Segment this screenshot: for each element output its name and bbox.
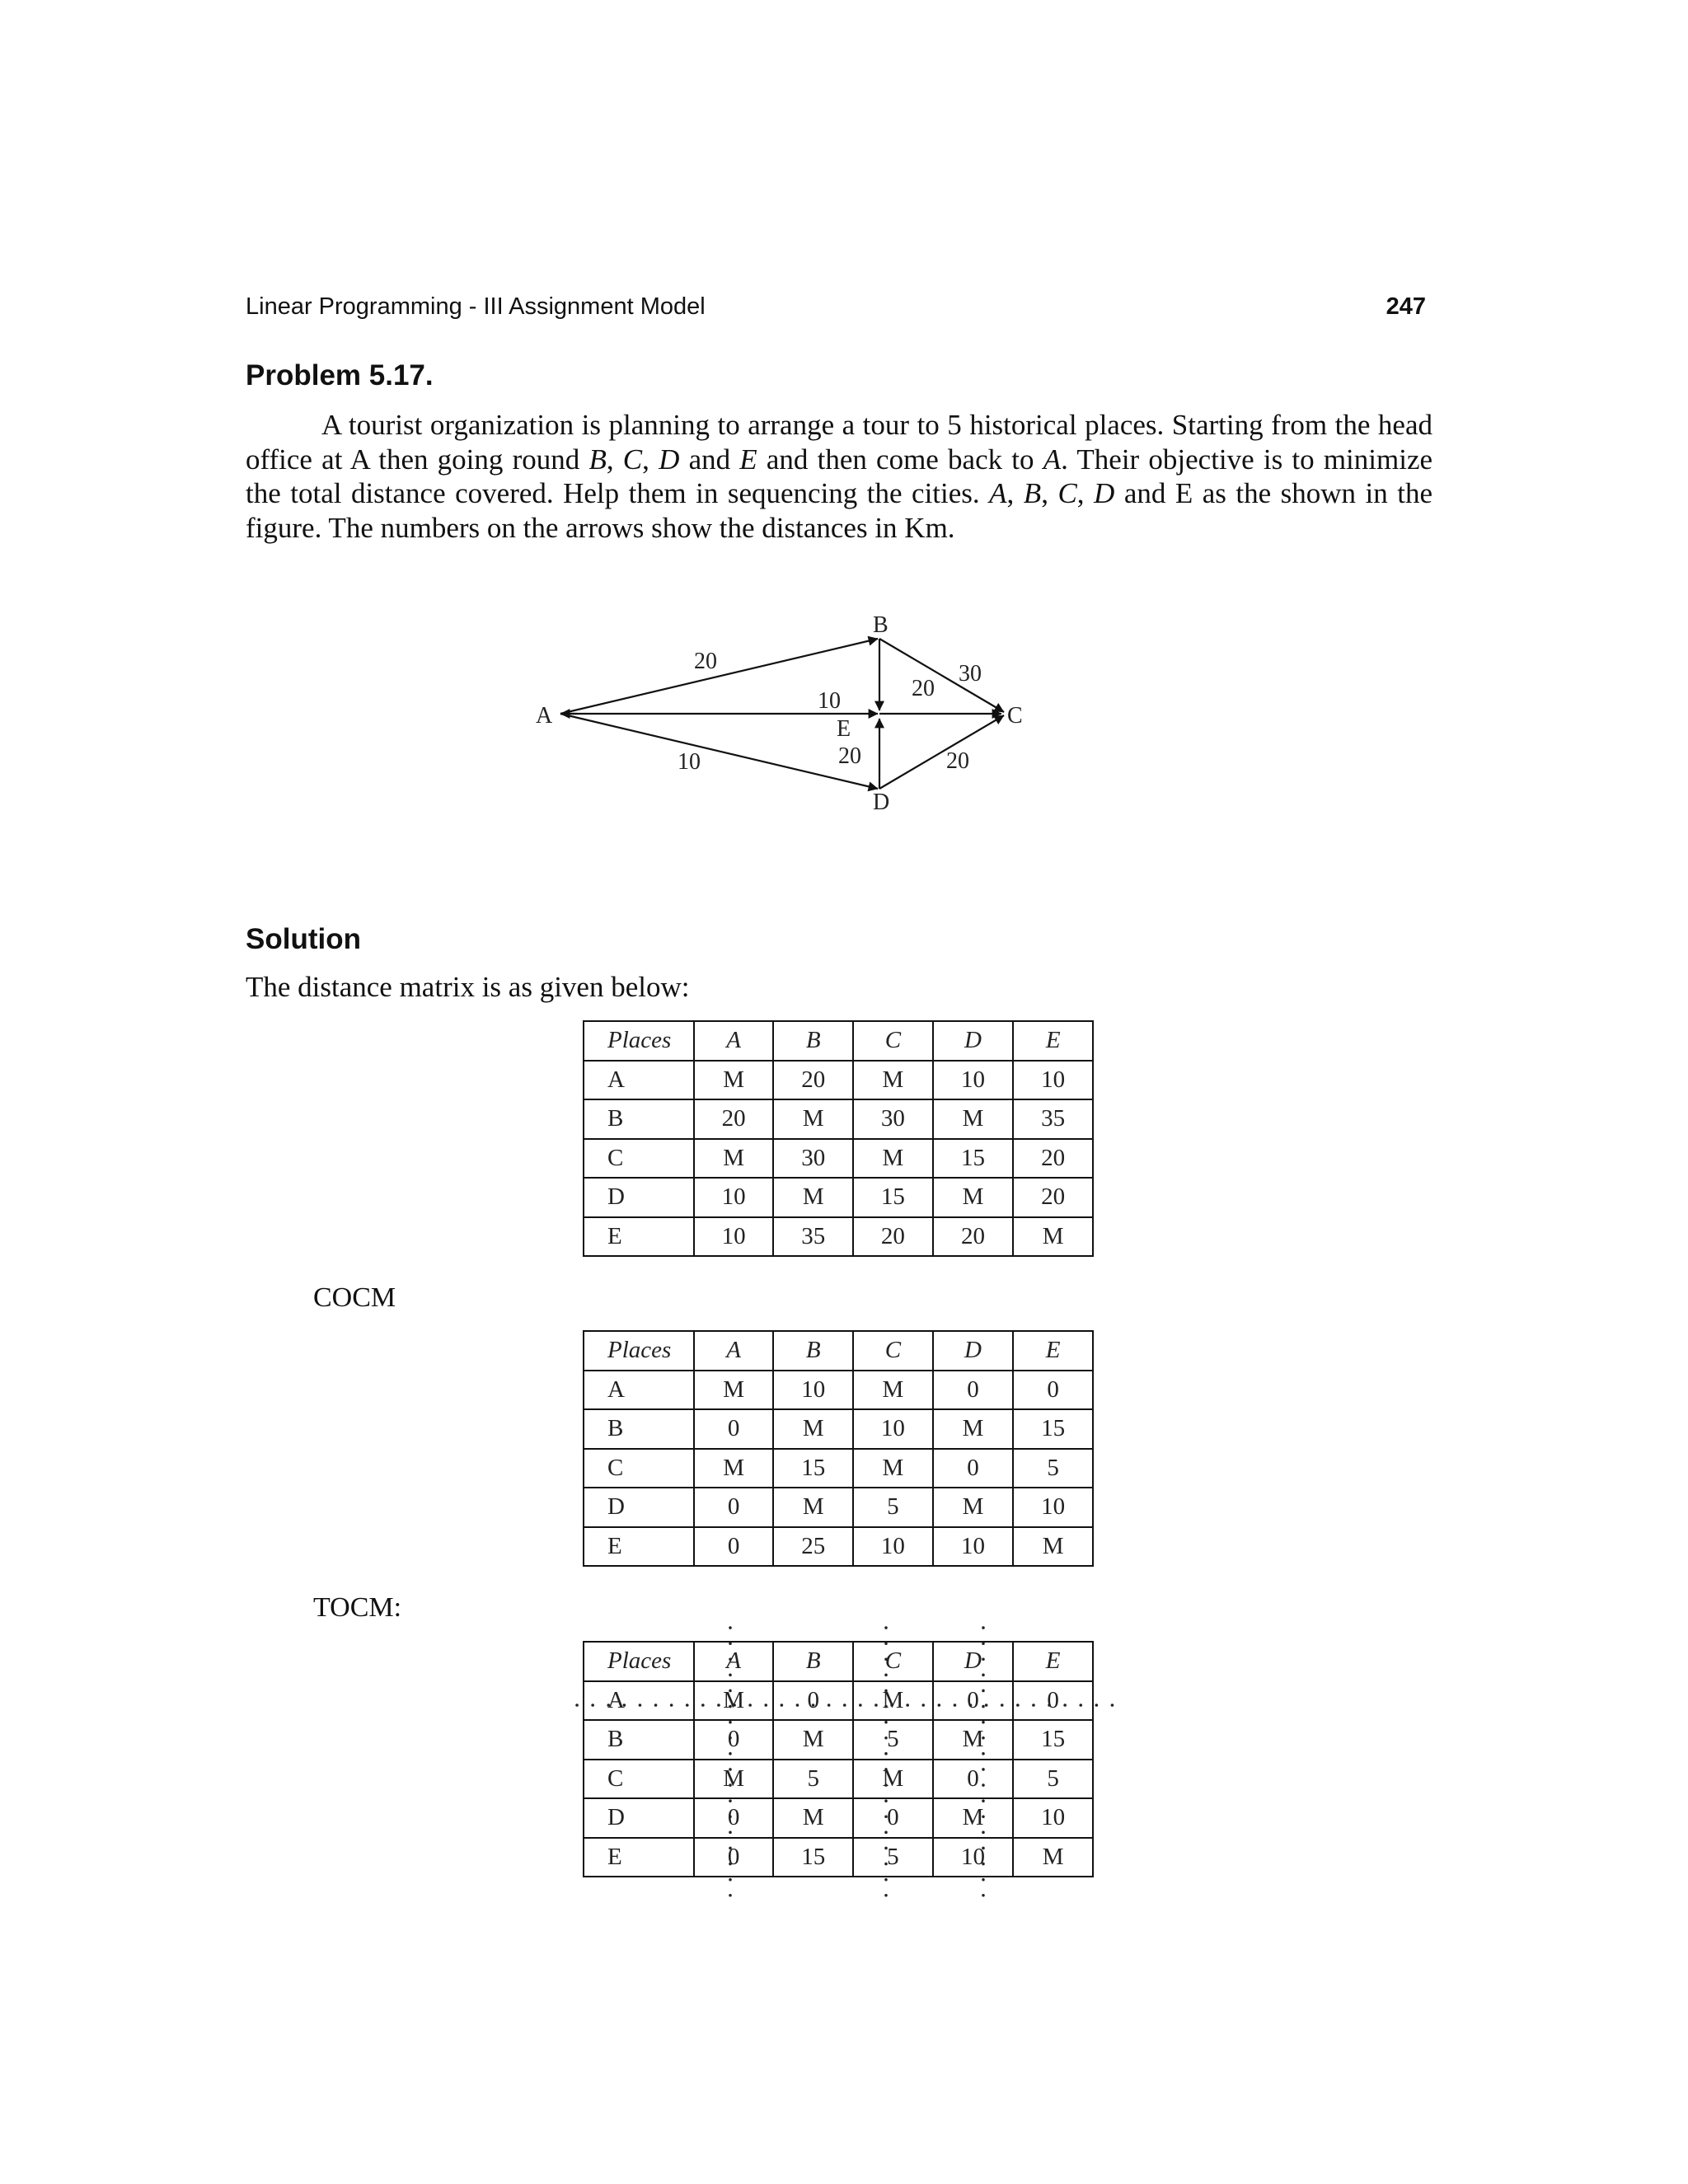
cell: 10 — [694, 1178, 774, 1217]
cell: 15 — [853, 1178, 933, 1217]
cell: 15 — [1013, 1720, 1093, 1760]
running-head: Linear Programming - III Assignment Model — [246, 293, 706, 320]
node-c: C — [1007, 703, 1023, 729]
node-e: E — [837, 716, 851, 742]
matrix-header-row — [584, 1331, 1093, 1371]
cell: M — [853, 1681, 933, 1721]
edge-label-ae: 10 — [818, 688, 841, 714]
places-header: Places — [584, 1331, 694, 1371]
col-header: E — [1013, 1642, 1093, 1681]
edge-label-ab: 20 — [694, 649, 717, 674]
col-header: D — [933, 1642, 1014, 1681]
cell: 20 — [853, 1217, 933, 1257]
row-header: E — [584, 1527, 694, 1567]
cell: 5 — [1013, 1760, 1093, 1799]
cell: M — [694, 1449, 774, 1488]
cell: 10 — [773, 1371, 853, 1410]
table-row — [584, 1099, 1093, 1139]
col-header: B — [773, 1331, 853, 1371]
solution-title: Solution — [246, 923, 361, 955]
cell: 15 — [773, 1838, 853, 1877]
solution-intro: The distance matrix is as given below: — [246, 971, 690, 1003]
cell: 35 — [1013, 1099, 1093, 1139]
row-header: D — [584, 1488, 694, 1527]
row-header: B — [584, 1409, 694, 1449]
col-header: C — [853, 1021, 933, 1061]
row-header: D — [584, 1798, 694, 1838]
col-header: A — [694, 1331, 774, 1371]
tocm-label: TOCM: — [313, 1592, 402, 1623]
cell: 10 — [933, 1061, 1014, 1100]
cocm-label: COCM — [313, 1282, 396, 1313]
edge-a-d — [560, 714, 878, 789]
cell: 10 — [853, 1409, 933, 1449]
page-number: 247 — [1386, 293, 1426, 320]
node-d: D — [873, 790, 890, 815]
cell: 0 — [933, 1760, 1014, 1799]
row-header: C — [584, 1139, 694, 1179]
cell: M — [1013, 1838, 1093, 1877]
cell: M — [853, 1139, 933, 1179]
row-header: A — [584, 1371, 694, 1410]
cell: 10 — [853, 1527, 933, 1567]
cocm-matrix — [583, 1330, 1094, 1567]
row-header: E — [584, 1217, 694, 1257]
edge-label-be: 20 — [912, 676, 935, 701]
cell: 35 — [773, 1217, 853, 1257]
row-header: C — [584, 1449, 694, 1488]
cell: 0 — [1013, 1371, 1093, 1410]
row-header: E — [584, 1838, 694, 1877]
cell: M — [933, 1488, 1014, 1527]
problem-statement: A tourist organization is planning to arrange a tour to 5 historical places. Starting from the head office at A then going round B, C, D and E and then come back to A. Their objective is to minimize the total distance covered. Help them in sequencing the cities. A, B, C, D and E as the shown in the figure. The numbers on the arrows show the distances in Km. — [246, 409, 1433, 544]
table-row — [584, 1371, 1093, 1410]
cell: 20 — [694, 1099, 774, 1139]
table-row — [584, 1139, 1093, 1179]
edge-label-ad: 10 — [678, 749, 701, 775]
row-header: A — [584, 1681, 694, 1721]
col-header: B — [773, 1021, 853, 1061]
cell: 20 — [1013, 1178, 1093, 1217]
cell: M — [853, 1061, 933, 1100]
cell: M — [694, 1139, 774, 1179]
cell: M — [1013, 1527, 1093, 1567]
cell: 10 — [933, 1527, 1014, 1567]
covering-lines-overlay — [569, 1619, 1129, 1916]
distance-matrix — [583, 1020, 1094, 1257]
col-header: C — [853, 1642, 933, 1681]
cell: 0 — [694, 1798, 774, 1838]
places-header: Places — [584, 1021, 694, 1061]
cell: 0 — [694, 1838, 774, 1877]
cell: 10 — [694, 1217, 774, 1257]
cell: M — [694, 1760, 774, 1799]
cell: 10 — [1013, 1488, 1093, 1527]
cell: M — [853, 1760, 933, 1799]
cell: M — [694, 1371, 774, 1410]
cell: M — [933, 1720, 1014, 1760]
node-b: B — [873, 612, 889, 638]
cell: M — [853, 1449, 933, 1488]
cell: M — [853, 1371, 933, 1410]
table-row — [584, 1409, 1093, 1449]
cell: M — [933, 1178, 1014, 1217]
table-row — [584, 1061, 1093, 1100]
cell: M — [933, 1099, 1014, 1139]
cell: M — [933, 1409, 1014, 1449]
cell: 0 — [694, 1488, 774, 1527]
route-network-diagram — [528, 606, 1039, 820]
col-header: A — [694, 1021, 774, 1061]
row-header: C — [584, 1760, 694, 1799]
cell: M — [773, 1798, 853, 1838]
edge-label-ec: 20 — [838, 743, 861, 769]
col-header: B — [773, 1642, 853, 1681]
edge-label-bc: 30 — [959, 661, 982, 687]
matrix-header-row — [584, 1021, 1093, 1061]
edge-b-c — [879, 639, 1004, 712]
cell: M — [773, 1099, 853, 1139]
cell: 25 — [773, 1527, 853, 1567]
cell: 5 — [853, 1720, 933, 1760]
row-header: B — [584, 1099, 694, 1139]
problem-title: Problem 5.17. — [246, 359, 434, 391]
cell: 30 — [773, 1139, 853, 1179]
cell: M — [933, 1798, 1014, 1838]
cell: 0 — [1013, 1681, 1093, 1721]
cell: M — [773, 1488, 853, 1527]
col-header: D — [933, 1331, 1014, 1371]
row-header: A — [584, 1061, 694, 1100]
col-header: E — [1013, 1021, 1093, 1061]
cell: 5 — [773, 1760, 853, 1799]
cell: 0 — [933, 1449, 1014, 1488]
cell: M — [1013, 1217, 1093, 1257]
edge-d-c — [879, 715, 1004, 789]
cell: 5 — [853, 1488, 933, 1527]
cell: M — [773, 1409, 853, 1449]
cell: 10 — [933, 1838, 1014, 1877]
cell: 20 — [1013, 1139, 1093, 1179]
table-row — [584, 1527, 1093, 1567]
cell: M — [694, 1061, 774, 1100]
cell: 10 — [1013, 1798, 1093, 1838]
cell: 15 — [1013, 1409, 1093, 1449]
table-row — [584, 1488, 1093, 1527]
cell: 10 — [1013, 1061, 1093, 1100]
col-header: C — [853, 1331, 933, 1371]
col-header: E — [1013, 1331, 1093, 1371]
cell: 0 — [933, 1681, 1014, 1721]
cell: 0 — [694, 1409, 774, 1449]
cell: 0 — [773, 1681, 853, 1721]
col-header: D — [933, 1021, 1014, 1061]
cell: 5 — [1013, 1449, 1093, 1488]
col-header: A — [694, 1642, 774, 1681]
row-header: B — [584, 1720, 694, 1760]
cell: 0 — [933, 1371, 1014, 1410]
places-header: Places — [584, 1642, 694, 1681]
table-row — [584, 1217, 1093, 1257]
cell: 15 — [933, 1139, 1014, 1179]
cell: M — [773, 1178, 853, 1217]
edge-label-de: 20 — [946, 748, 969, 774]
cell: 0 — [694, 1527, 774, 1567]
cell: M — [773, 1720, 853, 1760]
cell: 20 — [773, 1061, 853, 1100]
cell: 0 — [853, 1798, 933, 1838]
cell: 30 — [853, 1099, 933, 1139]
cell: 0 — [694, 1720, 774, 1760]
row-header: D — [584, 1178, 694, 1217]
cell: 5 — [853, 1838, 933, 1877]
table-row — [584, 1449, 1093, 1488]
cell: 20 — [933, 1217, 1014, 1257]
cell: M — [694, 1681, 774, 1721]
table-row — [584, 1178, 1093, 1217]
cell: 15 — [773, 1449, 853, 1488]
node-a: A — [536, 703, 553, 729]
